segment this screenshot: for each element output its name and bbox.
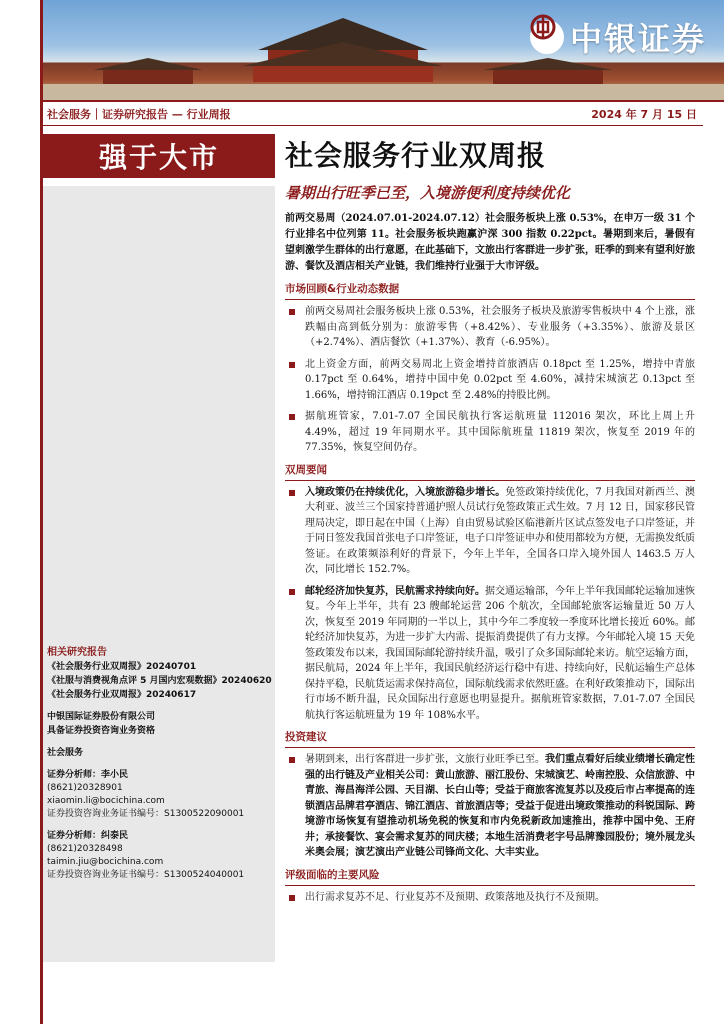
analyst-email[interactable]: taimin.jiu@bocichina.com [47,857,164,867]
related-report: 《社会服务行业双周报》20240617 [47,690,197,700]
news-body: 免签政策持续优化，7 月我国对新西兰、澳大利亚、波兰三个国家持普通护照人员试行免签政策正式生效。7 月 12 日，国家移民管理局决定，即日起在中国（上海）自由贸易试验区临港新片区试点签发电子口岸签证，并于同日签发我国首张电子口岸签证，电子口岸签证申办和使用都较为方便，无需换发纸质签证。在政策频添利好的背景下，今年上半年，全国各口岸入境外国人 1463.5 万人次，同比增长 152.7%。 [305,486,696,575]
section-heading-market: 市场回顾&行业动态数据 [285,281,695,300]
list-item [285,485,695,578]
news-list [285,485,695,724]
report-title: 社会服务行业双周报 [285,139,547,172]
related-report: 《社服与消费视角点评 5 月国内宏观数据》20240620 [47,676,272,686]
list-item: 前两交易周社会服务板块上涨 0.53%，社会服务子板块及旅游零售板块中 4 个上涨，涨跌幅由高到低分别为：旅游零售（+8.42%）、专业服务（+3.35%）、旅游及景区（+2.74%）、酒店餐饮（+1.37%）、教育（-6.95%）。 [285,304,695,351]
risk-list [285,890,695,906]
meta-divider [43,125,703,126]
list-item [285,752,695,861]
analyst-cert: 证券投资咨询业务证书编号：S1300524040001 [47,870,245,880]
report-subtitle: 暑期出行旺季已至，入境游便利度持续优化 [285,184,571,202]
section-heading-invest: 投资建议 [285,729,695,748]
header-divider [43,100,724,102]
company-name: 中银国际证券股份有限公司 [47,712,156,722]
related-report: 《社会服务行业双周报》20240701 [47,662,197,672]
report-summary: 前两交易周（2024.07.01-2024.07.12）社会服务板块上涨 0.53%，在申万一级 31 个行业排名中位列第 11。社会服务板块跑赢沪深 300 指数 0.22pct。暑期到来后，暑假有望刺激学生群体的出行意愿，在此基础下，文旅出行客群进一步扩张，旺季的到来有望利好旅游、餐饮及酒店相关产业链，我们维持行业强于大市评级。 [285,213,695,272]
brand-logo [530,14,706,60]
market-list [285,304,695,456]
header-banner-image [43,0,724,100]
sector-label: 社会服务 [47,748,84,758]
invest-picks: 我们重点看好后续业绩增长确定性强的出行链及产业相关公司：黄山旅游、丽江股份、宋城演艺、岭南控股、众信旅游、中青旅、海昌海洋公园、天目湖、长白山等；受益于商旅客流复苏以及疫后市占率提高的连锁酒店品牌君亭酒店、锦江酒店、首旅酒店等；受益于促进出境政策推动的科锐国际、跨境游市场恢复有望推动机场免税的恢复和市内免税新政加速推出，推荐中国中免、王府井；承接餐饮、宴会需求复苏的同庆楼；本地生活消费老字号品牌豫园股份；境外展龙头米奥会展；演艺演出产业链公司锋尚文化、大丰实业。 [305,754,695,858]
related-reports-heading: 相关研究报告 [47,647,107,658]
news-lead: 邮轮经济加快复苏，民航需求持续向好。 [305,585,485,597]
analyst-phone: (8621)20328498 [47,844,123,854]
invest-list [285,752,695,861]
list-item: 据航班管家，7.01-7.07 全国民航执行客运航班量 112016 架次，环比上周上升 4.49%，超过 19 年同期水平。其中国际航班量 11819 架次，恢复至 2019 年的 77.35%，恢复空间仍存。 [285,409,695,456]
report-date: 2024 年 7 月 15 日 [591,108,697,121]
brand-name: 中银证券 [569,20,706,58]
section-heading-news: 双周要闻 [285,462,695,481]
invest-intro: 暑期到来，出行客群进一步扩张，文旅行业旺季已至。 [305,754,545,765]
news-body: 据交通运输部，今年上半年我国邮轮运输加速恢复。今年上半年，共有 23 艘邮轮运营 206 个航次，全国邮轮旅客运输量近 50 万人次，恢复至 2019 年同期的一半以上，其中今年二季度较一季度环比增长接近 60%。邮轮经济加快复苏，为进一步扩大内需、提振消费提供了有力支撑。今年邮轮入境 15 天免签政策发布以来，我国国际邮轮游持续升温，吸引了众多国际邮轮来访。航空运输方面，据民航局，2024 年上半年，我国民航经济运行稳中有进、持续向好，民航运输生产总体保持平稳，民航货运需求保持高位，国际航线需求依然旺盛。在利好政策推动下，国际出行市场不断升温，民众国际出行意愿也明显提升。据航班管家数据，7.01-7.07 全国民航执行客运航班量为 19 年 108%水平。 [305,585,695,721]
list-item: 出行需求复苏不足、行业复苏不及预期、政策落地及执行不及预期。 [285,890,695,906]
qualification: 具备证券投资咨询业务资格 [47,726,156,736]
sidebar-content [47,643,273,882]
main-content [285,134,695,911]
list-item [285,584,695,724]
news-lead: 入境政策仍在持续优化，入境旅游稳步增长。 [305,486,506,498]
list-item: 北上资金方面，前两交易周北上资金增持首旅酒店 0.18pct 至 1.25%，增持中青旅 0.17pct 至 0.64%，增持中国中免 0.02pct 至 4.60%，减持宋城演艺 0.13pct 至 1.66%，增持锦江酒店 0.19pct 至 2.48%的持股比例。 [285,357,695,404]
analyst-phone: (8621)20328901 [47,783,123,793]
report-category: 社会服务｜证券研究报告 — 行业周报 [47,108,231,121]
section-heading-risk: 评级面临的主要风险 [285,867,695,886]
analyst-email[interactable]: xiaomin.li@bocichina.com [47,796,165,806]
boc-logo-icon [530,20,564,54]
rating-badge: 强于大市 [43,134,275,178]
analyst-name: 证券分析师：纠泰民 [47,831,129,841]
report-meta-bar [43,104,701,124]
analyst-name: 证券分析师：李小民 [47,770,129,780]
analyst-cert: 证券投资咨询业务证书编号：S1300522090001 [47,809,245,819]
